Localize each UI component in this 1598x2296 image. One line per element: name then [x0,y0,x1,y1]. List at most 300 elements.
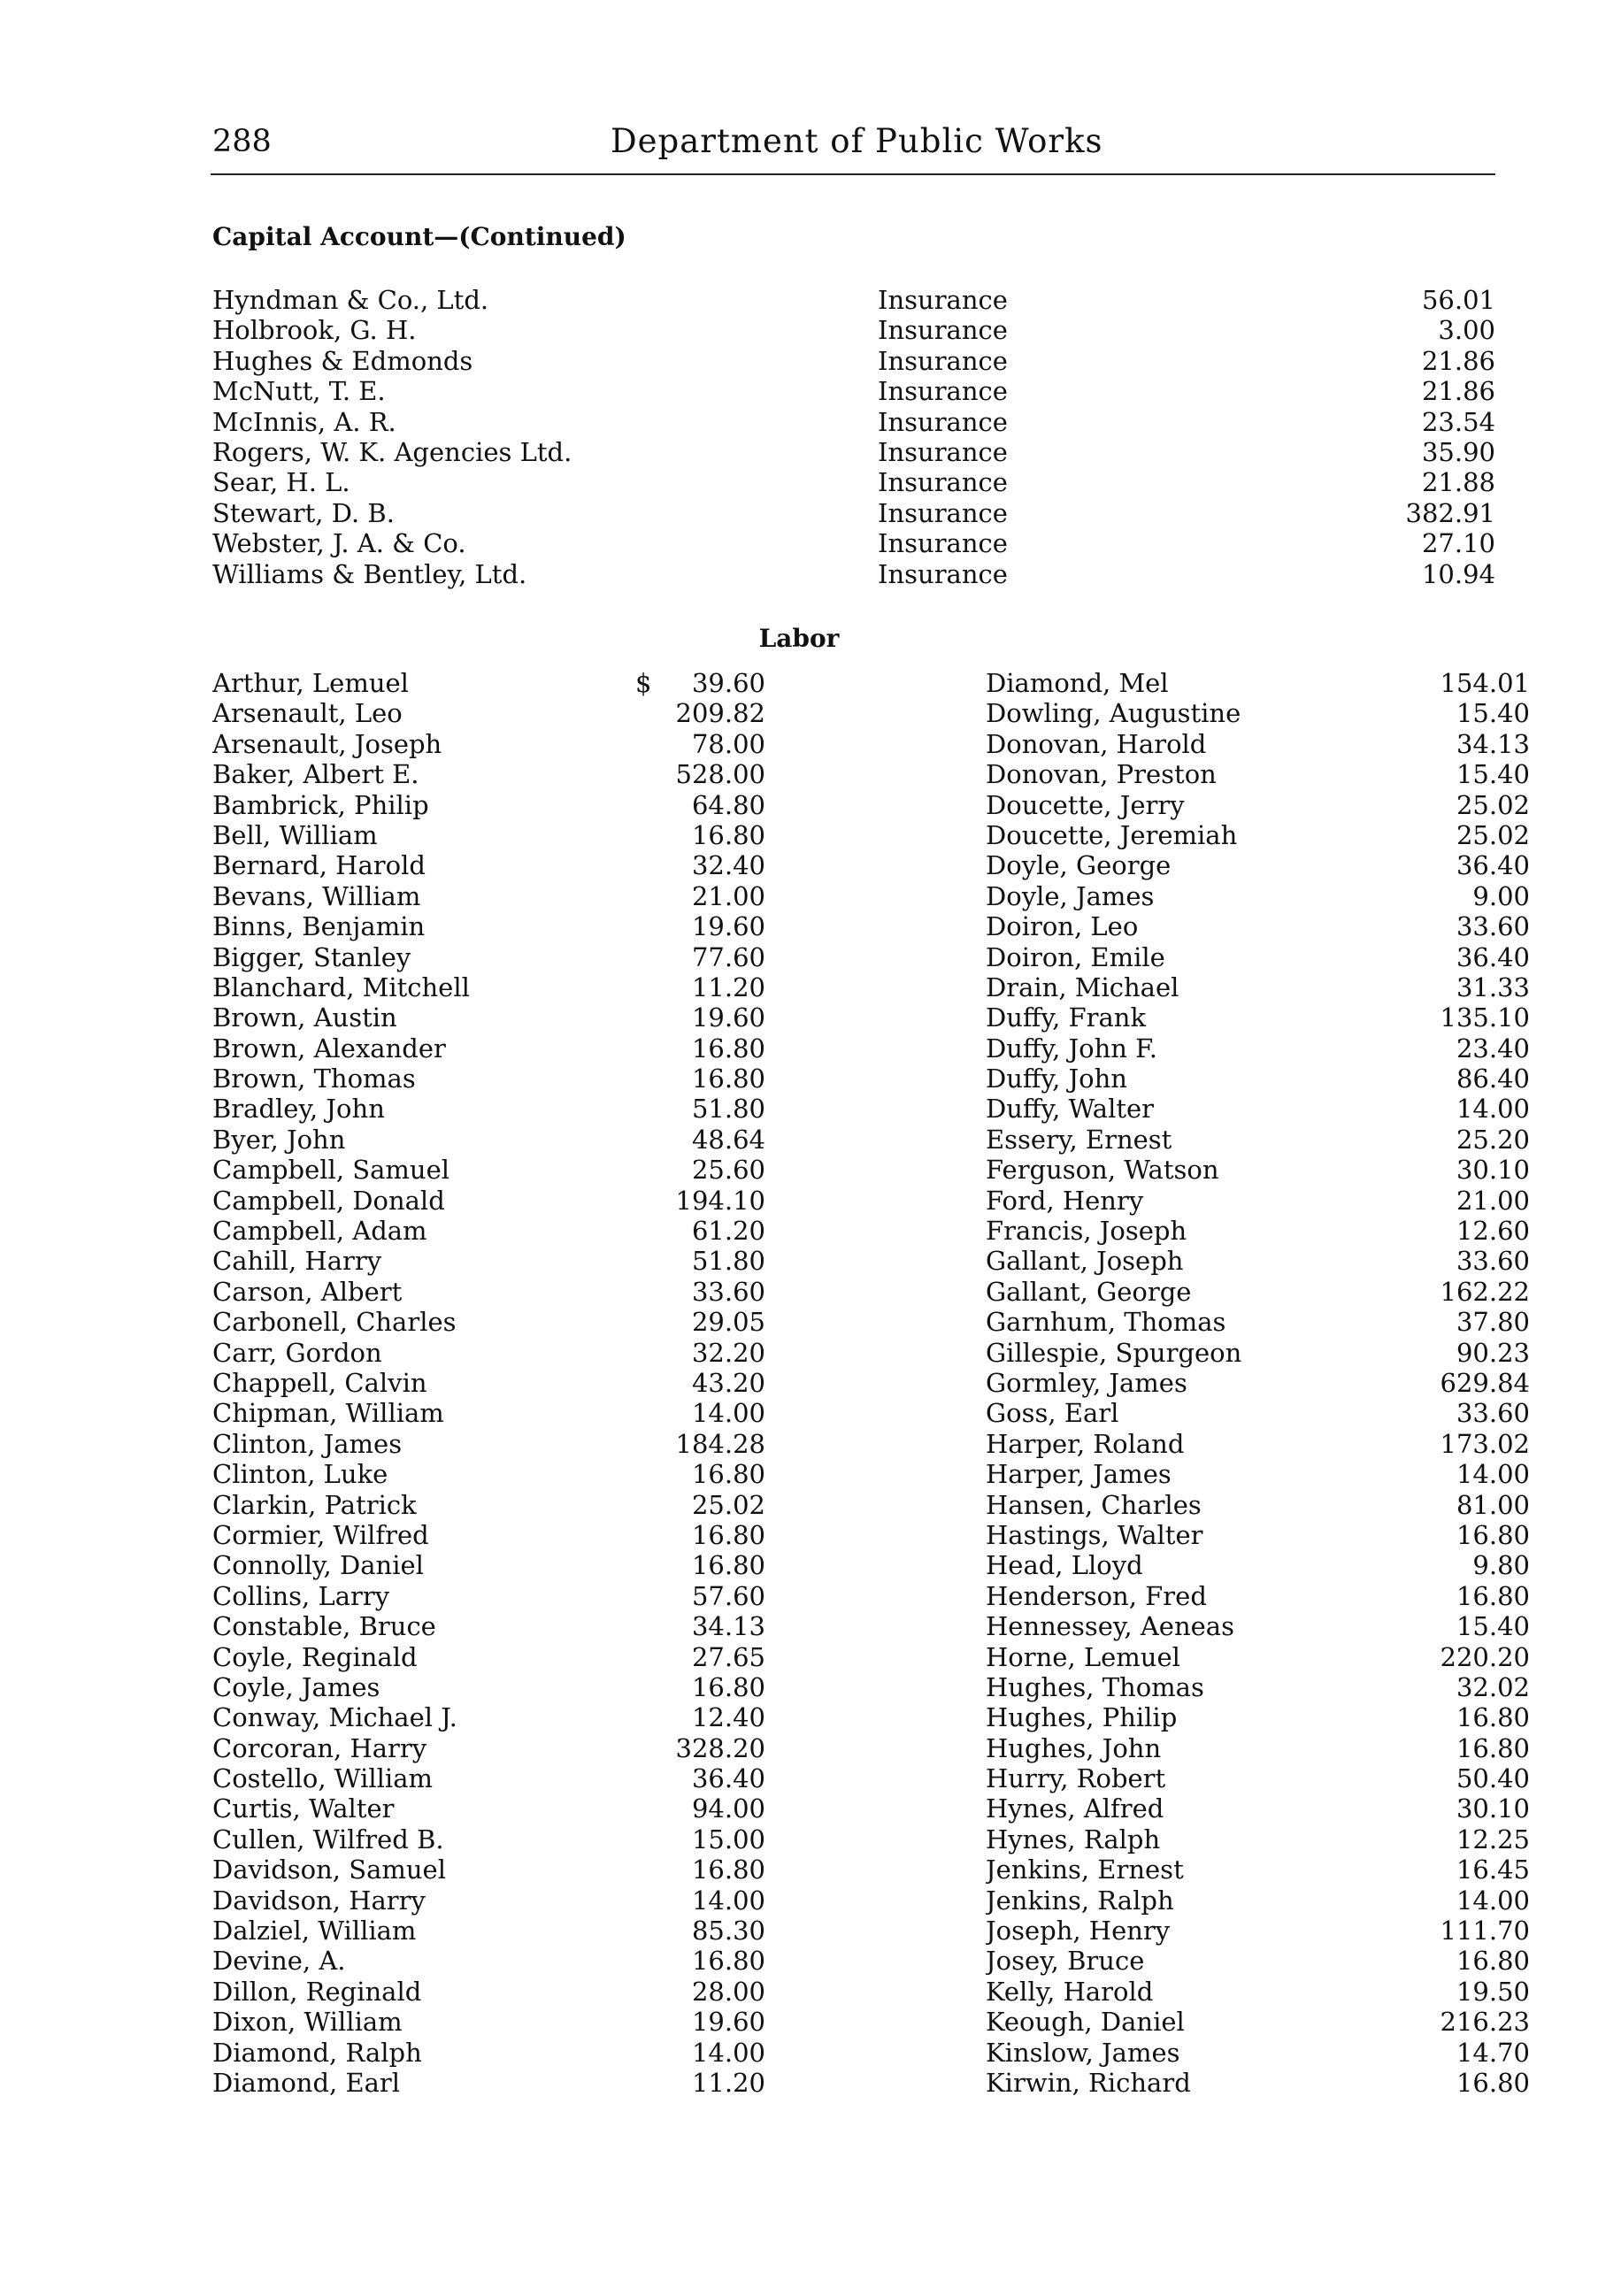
labor-name [986,820,1403,850]
labor-amount: 9.80 [1472,1550,1530,1581]
labor-amount: 36.40 [1456,941,1530,972]
insurance-kind [878,346,1338,376]
labor-row [212,729,765,759]
labor-amount: 21.00 [1456,1185,1530,1216]
labor-name-text: Davidson, Harry [212,1885,434,1916]
labor-name-text: Drain, Michael [986,972,1187,1002]
labor-name [986,1733,1403,1763]
labor-name [986,1094,1403,1124]
labor-name-text: Brown, Austin [212,1002,406,1033]
labor-name-text: Diamond, Earl [212,2068,409,2098]
insurance-payee-text: Hyndman & Co., Ltd. [212,285,492,315]
labor-amount: 51.80 [691,1094,765,1125]
labor-amount: 16.80 [691,1946,765,1977]
labor-name [212,1186,634,1216]
labor-name [986,1246,1403,1276]
labor-name [212,1520,634,1550]
labor-row [212,790,765,820]
labor-name [986,1642,1403,1672]
labor-row [986,850,1530,880]
insurance-row [212,528,1495,558]
insurance-amount: 23.54 [1421,406,1495,437]
labor-name [212,1550,634,1580]
labor-row [986,1793,1530,1824]
labor-row [986,1094,1530,1124]
insurance-kind [878,315,1338,345]
labor-name-text: Dixon, William [212,2007,411,2037]
labor-row [986,1064,1530,1094]
labor-name-text: Binns, Benjamin [212,911,434,941]
labor-row [986,790,1530,820]
insurance-kind-text: Insurance [878,437,1033,467]
labor-amount: 16.80 [1456,2067,1530,2098]
insurance-amount: 3.00 [1438,315,1495,346]
labor-name-text: Brown, Alexander [212,1033,455,1064]
insurance-kind-text: Insurance [878,467,1033,497]
labor-amount: 34.13 [691,1611,765,1642]
labor-row [986,1977,1530,2007]
labor-name [986,1916,1403,1946]
labor-name [986,1793,1403,1824]
labor-name-text: Conway, Michael J. [212,1702,466,1732]
labor-name-text: Chappell, Calvin [212,1368,436,1398]
insurance-amount: 35.90 [1421,436,1495,467]
labor-name-text: Brown, Thomas [212,1064,425,1094]
insurance-payee-text: Webster, J. A. & Co. [212,528,470,558]
labor-name-text: Donovan, Preston [986,759,1225,789]
labor-row [212,1307,765,1337]
labor-name-text: Garnhum, Thomas [986,1307,1234,1337]
insurance-payee-text: Rogers, W. K. Agencies Ltd. [212,437,575,467]
labor-amount: 19.50 [1456,1976,1530,2007]
labor-amount: 33.60 [1456,1246,1530,1277]
labor-name-text: Costello, William [212,1763,442,1793]
labor-name [986,759,1403,789]
labor-amount: 15.40 [1456,759,1530,790]
labor-name-text: Doiron, Leo [986,911,1147,941]
labor-row [212,1946,765,1976]
labor-row [986,1824,1530,1854]
labor-amount: 14.00 [691,1885,765,1916]
insurance-payee [212,407,878,437]
insurance-row [212,437,1495,467]
labor-name-text: Goss, Earl [986,1398,1127,1428]
insurance-payee [212,437,878,467]
insurance-payee-text: Holbrook, G. H. [212,315,419,345]
labor-name-text: Hynes, Alfred [986,1793,1172,1824]
labor-name-text: Ferguson, Watson [986,1155,1228,1185]
labor-amount: 27.65 [691,1641,765,1672]
labor-row [986,881,1530,911]
labor-row [986,1916,1530,1946]
labor-name [212,1429,634,1459]
labor-name-text: Duffy, Walter [986,1094,1163,1124]
labor-name-text: Gillespie, Spurgeon [986,1338,1250,1368]
labor-row [212,2068,765,2098]
labor-name-text: Cullen, Wilfred B. [212,1824,453,1854]
labor-name [986,1155,1403,1185]
labor-amount: 16.80 [691,819,765,850]
labor-amount: 19.60 [691,911,765,942]
labor-amount: 216.23 [1440,2007,1530,2038]
labor-name-text: Diamond, Ralph [212,2038,431,2068]
insurance-kind [878,285,1338,315]
labor-amount: 33.60 [691,1276,765,1307]
labor-row [986,2038,1530,2068]
labor-amount: 12.60 [1456,1216,1530,1247]
labor-amount: 19.60 [691,1002,765,1033]
labor-row [212,1763,765,1793]
labor-row [212,1186,765,1216]
labor-row [212,1033,765,1064]
labor-name-text: Hastings, Walter [986,1520,1211,1550]
labor-name-text: Essery, Ernest [986,1125,1180,1155]
labor-row [986,1368,1530,1398]
labor-amount: 25.02 [691,1489,765,1520]
labor-name [986,2038,1403,2068]
labor-name [212,942,634,972]
insurance-payee [212,528,878,558]
labor-name-text: Josey, Bruce [986,1946,1153,1976]
labor-name [212,881,634,911]
labor-row [212,668,765,698]
labor-name [212,1916,634,1946]
insurance-row [212,285,1495,315]
labor-name [212,972,634,1002]
labor-amount: 135.10 [1440,1002,1530,1033]
labor-row [212,1854,765,1885]
labor-name-text: Davidson, Samuel [212,1854,455,1885]
labor-row [212,1216,765,1246]
labor-name-text: Dowling, Augustine [986,698,1249,728]
page-number: 288 [212,124,272,159]
labor-amount: 15.40 [1456,698,1530,729]
labor-name [986,850,1403,880]
labor-name [212,1307,634,1337]
labor-row [212,1793,765,1824]
labor-amount: 50.40 [1456,1763,1530,1794]
insurance-kind-text: Insurance [878,285,1033,315]
labor-row [986,729,1530,759]
labor-name-text: Bradley, John [212,1094,394,1124]
labor-name [212,1094,634,1124]
labor-amount: 25.02 [1456,819,1530,850]
labor-amount: 32.20 [691,1337,765,1368]
labor-name-text: Ford, Henry [986,1186,1152,1216]
insurance-payee [212,285,878,315]
labor-amount: 194.10 [675,1185,765,1216]
labor-row [986,1155,1530,1185]
labor-amount: 77.60 [691,941,765,972]
labor-name [986,698,1403,728]
labor-amount: 51.80 [691,1246,765,1277]
labor-row [212,1824,765,1854]
labor-name [212,2068,634,2098]
labor-row [986,1002,1530,1033]
labor-amount: 14.00 [1456,1885,1530,1916]
labor-name-text: Harper, James [986,1459,1180,1489]
labor-name [212,790,634,820]
labor-amount: 36.40 [691,1763,765,1794]
labor-amount: 9.00 [1472,880,1530,911]
labor-amount: 29.05 [691,1307,765,1338]
labor-row [986,698,1530,728]
labor-amount: 16.80 [1456,1580,1530,1611]
labor-name-text: Connolly, Daniel [212,1550,433,1580]
labor-name [212,2007,634,2037]
insurance-kind [878,498,1338,528]
labor-name-text: Duffy, John F. [986,1033,1166,1064]
labor-amount: 16.80 [1456,1702,1530,1733]
currency-symbol: $ [635,668,652,698]
insurance-kind-text: Insurance [878,498,1033,528]
labor-amount: 15.00 [691,1824,765,1854]
labor-name-text: Hughes, John [986,1733,1170,1763]
labor-amount: 16.80 [691,1854,765,1885]
insurance-amount: 21.86 [1421,376,1495,407]
labor-amount: 34.13 [1456,728,1530,759]
labor-name-text: Hynes, Ralph [986,1824,1169,1854]
labor-row [986,1763,1530,1793]
labor-name-text: Corcoran, Harry [212,1733,435,1763]
labor-amount: 33.60 [1456,911,1530,942]
labor-row [986,1429,1530,1459]
labor-amount: 11.20 [691,2067,765,2098]
insurance-payee [212,346,878,376]
insurance-row [212,467,1495,497]
labor-amount: 12.25 [1456,1824,1530,1854]
insurance-kind [878,528,1338,558]
labor-column-left [212,668,765,2098]
insurance-list [212,285,1495,589]
insurance-payee-text: Sear, H. L. [212,467,354,497]
labor-name-text: Doucette, Jerry [986,790,1194,820]
insurance-amount: 21.88 [1421,467,1495,498]
labor-row [986,1125,1530,1155]
labor-name-text: Harper, Roland [986,1429,1193,1459]
labor-amount: 78.00 [691,728,765,759]
labor-name-text: Duffy, Frank [986,1002,1155,1033]
insurance-amount: 27.10 [1421,528,1495,559]
labor-amount: 12.40 [691,1702,765,1733]
labor-name [212,1733,634,1763]
labor-amount: 16.80 [1456,1946,1530,1977]
labor-row [212,1338,765,1368]
labor-amount: 30.10 [1456,1155,1530,1186]
labor-name [212,1216,634,1246]
labor-row [986,759,1530,789]
labor-amount: 90.23 [1456,1337,1530,1368]
labor-name-text: Gallant, George [986,1277,1200,1307]
labor-row [212,1520,765,1550]
labor-name-text: Henderson, Fred [986,1581,1216,1611]
labor-name-text: Doyle, George [986,850,1179,880]
labor-amount: 28.00 [691,1976,765,2007]
insurance-payee-text: Williams & Bentley, Ltd. [212,559,530,589]
labor-name [212,759,634,789]
labor-name-text: Dalziel, William [212,1916,425,1946]
labor-name-text: Bigger, Stanley [212,942,419,972]
labor-name-text: Bernard, Harold [212,850,434,880]
labor-name [212,1490,634,1520]
labor-name [212,1977,634,2007]
labor-row [212,1916,765,1946]
labor-name [986,1186,1403,1216]
labor-name-text: Francis, Joseph [986,1216,1195,1246]
labor-name-text: Coyle, Reginald [212,1642,426,1672]
labor-row [986,1338,1530,1368]
insurance-row [212,559,1495,589]
labor-row [986,668,1530,698]
labor-name [986,1125,1403,1155]
labor-row [986,1611,1530,1641]
insurance-kind-text: Insurance [878,559,1033,589]
labor-name [212,729,634,759]
labor-row [986,1520,1530,1550]
labor-row [212,942,765,972]
labor-name-text: Kinslow, James [986,2038,1189,2068]
labor-row [212,1155,765,1185]
labor-amount: 14.00 [691,2037,765,2068]
labor-name [212,1885,634,1916]
labor-name [212,850,634,880]
insurance-kind [878,559,1338,589]
labor-row [212,1125,765,1155]
labor-amount: 16.80 [691,1519,765,1550]
labor-name [986,790,1403,820]
labor-column-right [986,668,1530,2098]
labor-name-text: Gormley, James [986,1368,1196,1398]
labor-row [212,1611,765,1641]
labor-row [986,1186,1530,1216]
labor-amount: 39.60 [691,668,765,698]
labor-name [986,1977,1403,2007]
labor-name-text: Baker, Albert E. [212,759,428,789]
labor-amount: 14.00 [1456,1459,1530,1490]
labor-amount: 16.80 [691,1033,765,1064]
labor-name-text: Bell, William [212,820,387,850]
labor-name [212,1946,634,1976]
labor-name [212,1459,634,1489]
labor-amount: 14.70 [1456,2037,1530,2068]
labor-row [986,1216,1530,1246]
insurance-row [212,376,1495,406]
labor-name-text: Carr, Gordon [212,1338,391,1368]
labor-amount: 15.40 [1456,1611,1530,1642]
labor-row [212,1581,765,1611]
labor-row [212,1002,765,1033]
labor-row [212,1459,765,1489]
labor-name-text: Duffy, John [986,1064,1136,1094]
labor-name-text: Hughes, Philip [986,1702,1186,1732]
labor-row [212,2038,765,2068]
insurance-amount: 10.94 [1421,558,1495,589]
labor-name [212,668,634,698]
labor-name [986,1611,1403,1641]
labor-name-text: Blanchard, Mitchell [212,972,479,1002]
insurance-payee-text: McNutt, T. E. [212,376,389,406]
labor-name [986,1702,1403,1732]
labor-name [212,1398,634,1428]
labor-name [986,1368,1403,1398]
labor-amount: 528.00 [675,759,765,790]
labor-name [986,1338,1403,1368]
labor-amount: 30.10 [1456,1793,1530,1824]
labor-row [212,972,765,1002]
labor-amount: 16.45 [1456,1854,1530,1885]
labor-name-text: Doucette, Jeremiah [986,820,1246,850]
labor-name-text: Jenkins, Ernest [986,1854,1193,1885]
labor-name-text: Joseph, Henry [986,1916,1179,1946]
labor-name-text: Hansen, Charles [986,1490,1210,1520]
insurance-amount: 56.01 [1421,285,1495,315]
labor-name [986,2007,1403,2037]
labor-row [212,850,765,880]
labor-name-text: Head, Lloyd [986,1550,1152,1580]
labor-name [212,1854,634,1885]
labor-name-text: Campbell, Adam [212,1216,436,1246]
labor-name-text: Cahill, Harry [212,1246,390,1276]
labor-row [212,1398,765,1428]
labor-name [986,1672,1403,1702]
insurance-kind [878,467,1338,497]
labor-row [212,1733,765,1763]
labor-row [212,1550,765,1580]
labor-name [986,1277,1403,1307]
labor-amount: 36.40 [1456,850,1530,881]
labor-amount: 19.60 [691,2007,765,2038]
labor-row [212,698,765,728]
labor-row [986,2068,1530,2098]
labor-name [212,1033,634,1064]
labor-row [212,1064,765,1094]
labor-name [986,1885,1403,1916]
labor-name [986,1550,1403,1580]
labor-amount: 25.60 [691,1155,765,1186]
labor-row [986,942,1530,972]
labor-name-text: Curtis, Walter [212,1793,403,1824]
labor-row [212,1094,765,1124]
insurance-amount: 21.86 [1421,345,1495,376]
labor-amount: 57.60 [691,1580,765,1611]
labor-name-text: Doiron, Emile [986,942,1174,972]
running-head-title: Department of Public Works [611,122,1103,160]
labor-name [986,942,1403,972]
insurance-kind-text: Insurance [878,376,1033,406]
labor-name [212,820,634,850]
labor-row [212,1246,765,1276]
insurance-row [212,346,1495,376]
insurance-payee [212,559,878,589]
labor-name-text: Clinton, Luke [212,1459,396,1489]
labor-name-text: Chipman, William [212,1398,453,1428]
labor-name [212,1702,634,1732]
labor-name [986,1064,1403,1094]
labor-row [212,1490,765,1520]
labor-name [212,1155,634,1185]
labor-row [986,972,1530,1002]
labor-name [212,1793,634,1824]
labor-row [212,1977,765,2007]
labor-amount: 629.84 [1440,1367,1530,1398]
labor-name-text: Carbonell, Charles [212,1307,465,1337]
labor-name-text: Donovan, Harold [986,729,1215,759]
labor-name [212,1125,634,1155]
labor-row [212,911,765,941]
labor-amount: 16.80 [1456,1519,1530,1550]
labor-name-text: Hurry, Robert [986,1763,1174,1793]
labor-name [986,911,1403,941]
